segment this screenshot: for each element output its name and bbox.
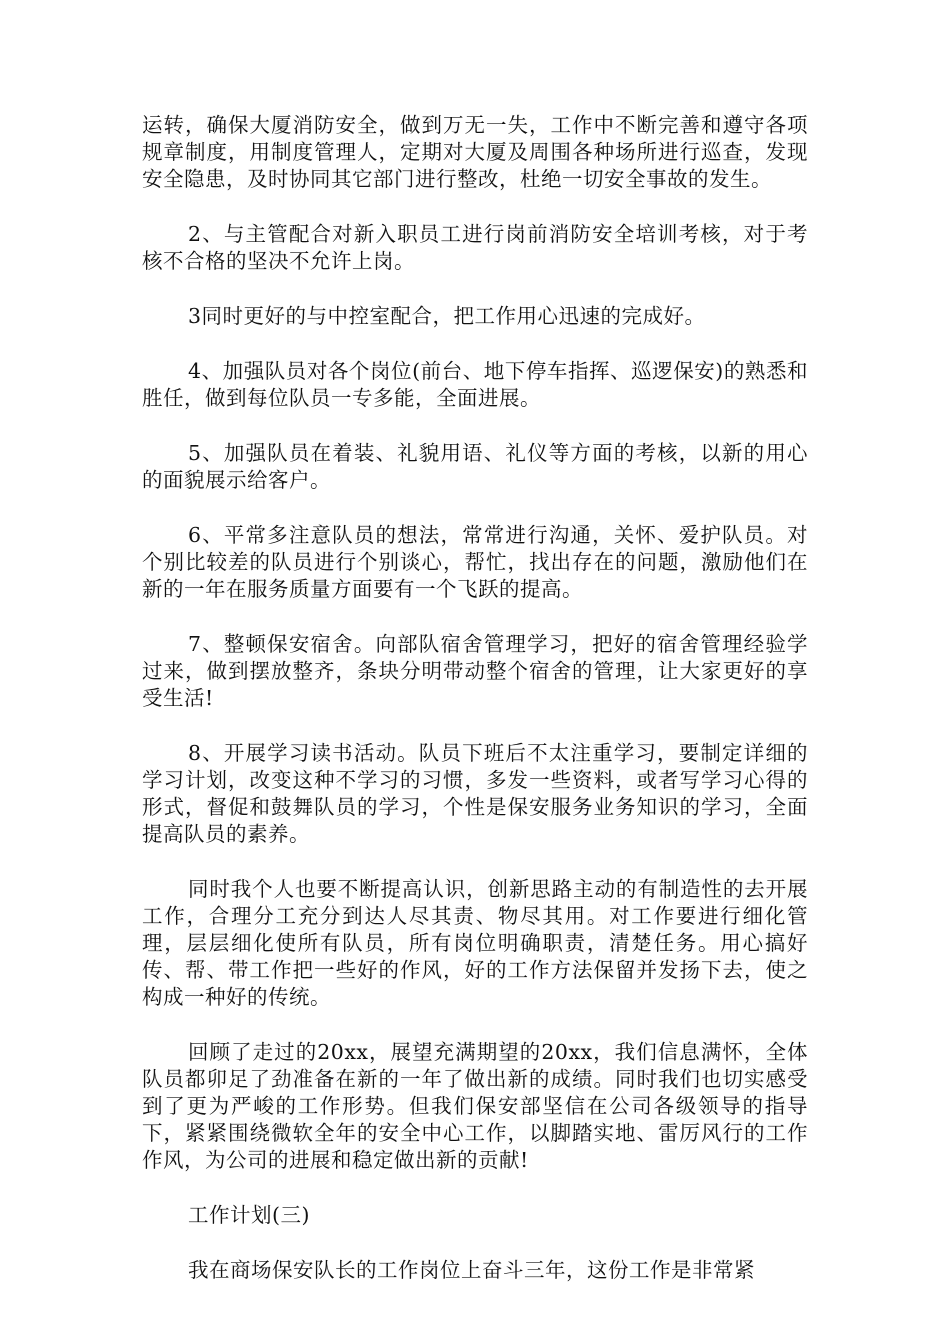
paragraph-item-6: 6、平常多注意队员的想法，常常进行沟通，关怀、爱护队员。对个别比较差的队员进行个别谈心，帮忙，找出存在的问题，激励他们在新的一年在服务质量方面要有一个飞跃的提高。 xyxy=(142,523,808,601)
paragraph-review: 回顾了走过的20xx，展望充满期望的20xx，我们信息满怀，全体队员都卯足了劲准备在新的一年了做出新的成绩。同时我们也切实感受到了更为严峻的工作形势。但我们保安部坚信在公司各级领导的指导下，紧紧围绕微软全年的安全中心工作，以脚踏实地、雷厉风行的工作作风，为公司的进展和稳定做出新的贡献! xyxy=(142,1040,808,1172)
paragraph-item-8: 8、开展学习读书活动。队员下班后不太注重学习，要制定详细的学习计划，改变这种不学习的习惯，多发一些资料，或者写学习心得的形式，督促和鼓舞队员的学习，个性是保安服务业务知识的学习，全面提高队员的素养。 xyxy=(142,741,808,846)
paragraph-item-3: 3同时更好的与中控室配合，把工作用心迅速的完成好。 xyxy=(188,304,706,328)
paragraph-item-2: 2、与主管配合对新入职员工进行岗前消防安全培训考核，对于考核不合格的坚决不允许上岗。 xyxy=(142,222,808,273)
paragraph-intro: 我在商场保安队长的工作岗位上奋斗三年，这份工作是非常紧 xyxy=(188,1258,755,1282)
paragraph-continuation: 运转，确保大厦消防安全，做到万无一失，工作中不断完善和遵守各项规章制度，用制度管理人，定期对大厦及周围各种场所进行巡查，发现安全隐患，及时协同其它部门进行整改，杜绝一切安全事故的发生。 xyxy=(142,113,808,191)
paragraph-self-improvement: 同时我个人也要不断提高认识，创新思路主动的有制造性的去开展工作，合理分工充分到达人尽其责、物尽其用。对工作要进行细化管理，层层细化使所有队员，所有岗位明确职责，清楚任务。用心搞好传、帮、带工作把一些好的作风，好的工作方法保留并发扬下去，使之构成一种好的传统。 xyxy=(142,877,808,1009)
paragraph-item-7: 7、整顿保安宿舍。向部队宿舍管理学习，把好的宿舍管理经验学过来，做到摆放整齐，条块分明带动整个宿舍的管理，让大家更好的享受生活! xyxy=(142,632,808,710)
paragraph-item-4: 4、加强队员对各个岗位(前台、地下停车指挥、巡逻保安)的熟悉和胜任，做到每位队员一专多能，全面进展。 xyxy=(142,359,808,410)
paragraph-item-5: 5、加强队员在着装、礼貌用语、礼仪等方面的考核，以新的用心的面貌展示给客户。 xyxy=(142,441,808,492)
section-heading: 工作计划(三) xyxy=(188,1203,310,1227)
